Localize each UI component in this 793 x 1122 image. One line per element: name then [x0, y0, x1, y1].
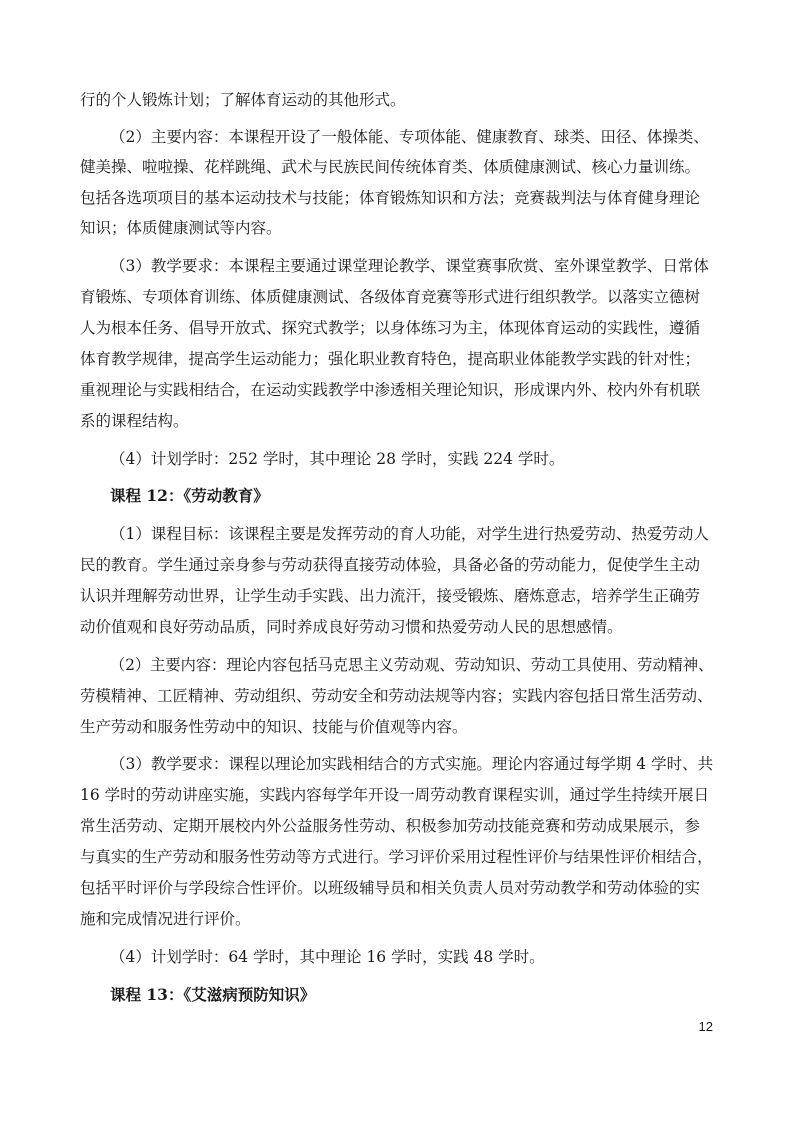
text-line: 知识；体质健康测试等内容。: [80, 219, 282, 237]
text-line: 体育教学规律，提高学生运动能力；强化职业教育特色，提高职业体能教学实践的针对性；: [80, 350, 701, 368]
text-line: 动价值观和良好劳动品质，同时养成良好劳动习惯和热爱劳动人民的思想感情。: [80, 618, 623, 636]
text-line: 生产劳动和服务性劳动中的知识、技能与价值观等内容。: [80, 718, 468, 736]
text-line: 劳模精神、工匠精神、劳动组织、劳动安全和劳动法规等内容；实践内容包括日常生活劳动、: [80, 687, 713, 705]
text-line: 包括各选项项目的基本运动技术与技能；体育锻炼知识和方法；竞赛裁判法与体育健身理论: [80, 189, 701, 207]
text-line: 与真实的生产劳动和服务性劳动等方式进行。学习评价采用过程性评价与结果性评价相结合，: [80, 848, 713, 866]
text-line: （2）主要内容：本课程开设了一般体能、专项体能、健康教育、球类、田径、体操类、: [110, 128, 709, 146]
text-line: （3）教学要求：课程以理论加实践相结合的方式实施。理论内容通过每学期 4 学时、共: [110, 755, 714, 773]
text-line: （2）主要内容：理论内容包括马克思主义劳动观、劳动知识、劳动工具使用、劳动精神、: [110, 656, 714, 674]
text-line: （4）计划学时：252 学时，其中理论 28 学时，实践 224 学时。: [110, 450, 565, 468]
text-line: 人为根本任务、倡导开放式、探究式教学；以身体练习为主，体现体育运动的实践性，遵循: [80, 319, 701, 337]
text-line: 育锻炼、专项体育训练、体质健康测试、各级体育竞赛等形式进行组织教学。以落实立德树: [80, 288, 701, 306]
text-line: 包括平时评价与学段综合性评价。以班级辅导员和相关负责人员对劳动教学和劳动体验的实: [80, 879, 701, 897]
text-line: （3）教学要求：本课程主要通过课堂理论教学、课堂赛事欣赏、室外课堂教学、日常体: [110, 257, 709, 275]
text-line: 常生活劳动、定期开展校内外公益服务性劳动、积极参加劳动技能竞赛和劳动成果展示，参: [80, 817, 701, 835]
text-line: 系的课程结构。: [80, 412, 189, 430]
text-line: （1）课程目标：该课程主要是发挥劳动的育人功能，对学生进行热爱劳动、热爱劳动人: [110, 525, 709, 543]
text-line: 认识并理解劳动世界，让学生动手实践、出力流汗，接受锻炼、磨炼意志，培养学生正确劳: [80, 587, 701, 605]
section-heading: 课程 13：《艾滋病预防知识》: [110, 985, 316, 1004]
text-line: 重视理论与实践相结合，在运动实践教学中渗透相关理论知识，形成课内外、校内外有机联: [80, 381, 701, 399]
text-line: 施和完成情况进行评价。: [80, 910, 251, 928]
text-line: 行的个人锻炼计划；了解体育运动的其他形式。: [80, 91, 406, 109]
text-line: 16 学时的劳动讲座实施，实践内容每学年开设一周劳动教育课程实训，通过学生持续开展日: [80, 786, 710, 804]
page-number: 12: [698, 1019, 713, 1034]
section-heading: 课程 12：《劳动教育》: [110, 486, 269, 505]
text-line: 民的教育。学生通过亲身参与劳动获得直接劳动体验，具备必备的劳动能力，促使学生主动: [80, 556, 701, 574]
text-line: （4）计划学时：64 学时，其中理论 16 学时，实践 48 学时。: [110, 948, 545, 966]
text-line: 健美操、啦啦操、花样跳绳、武术与民族民间传统体育类、体质健康测试、核心力量训练。: [80, 158, 701, 176]
